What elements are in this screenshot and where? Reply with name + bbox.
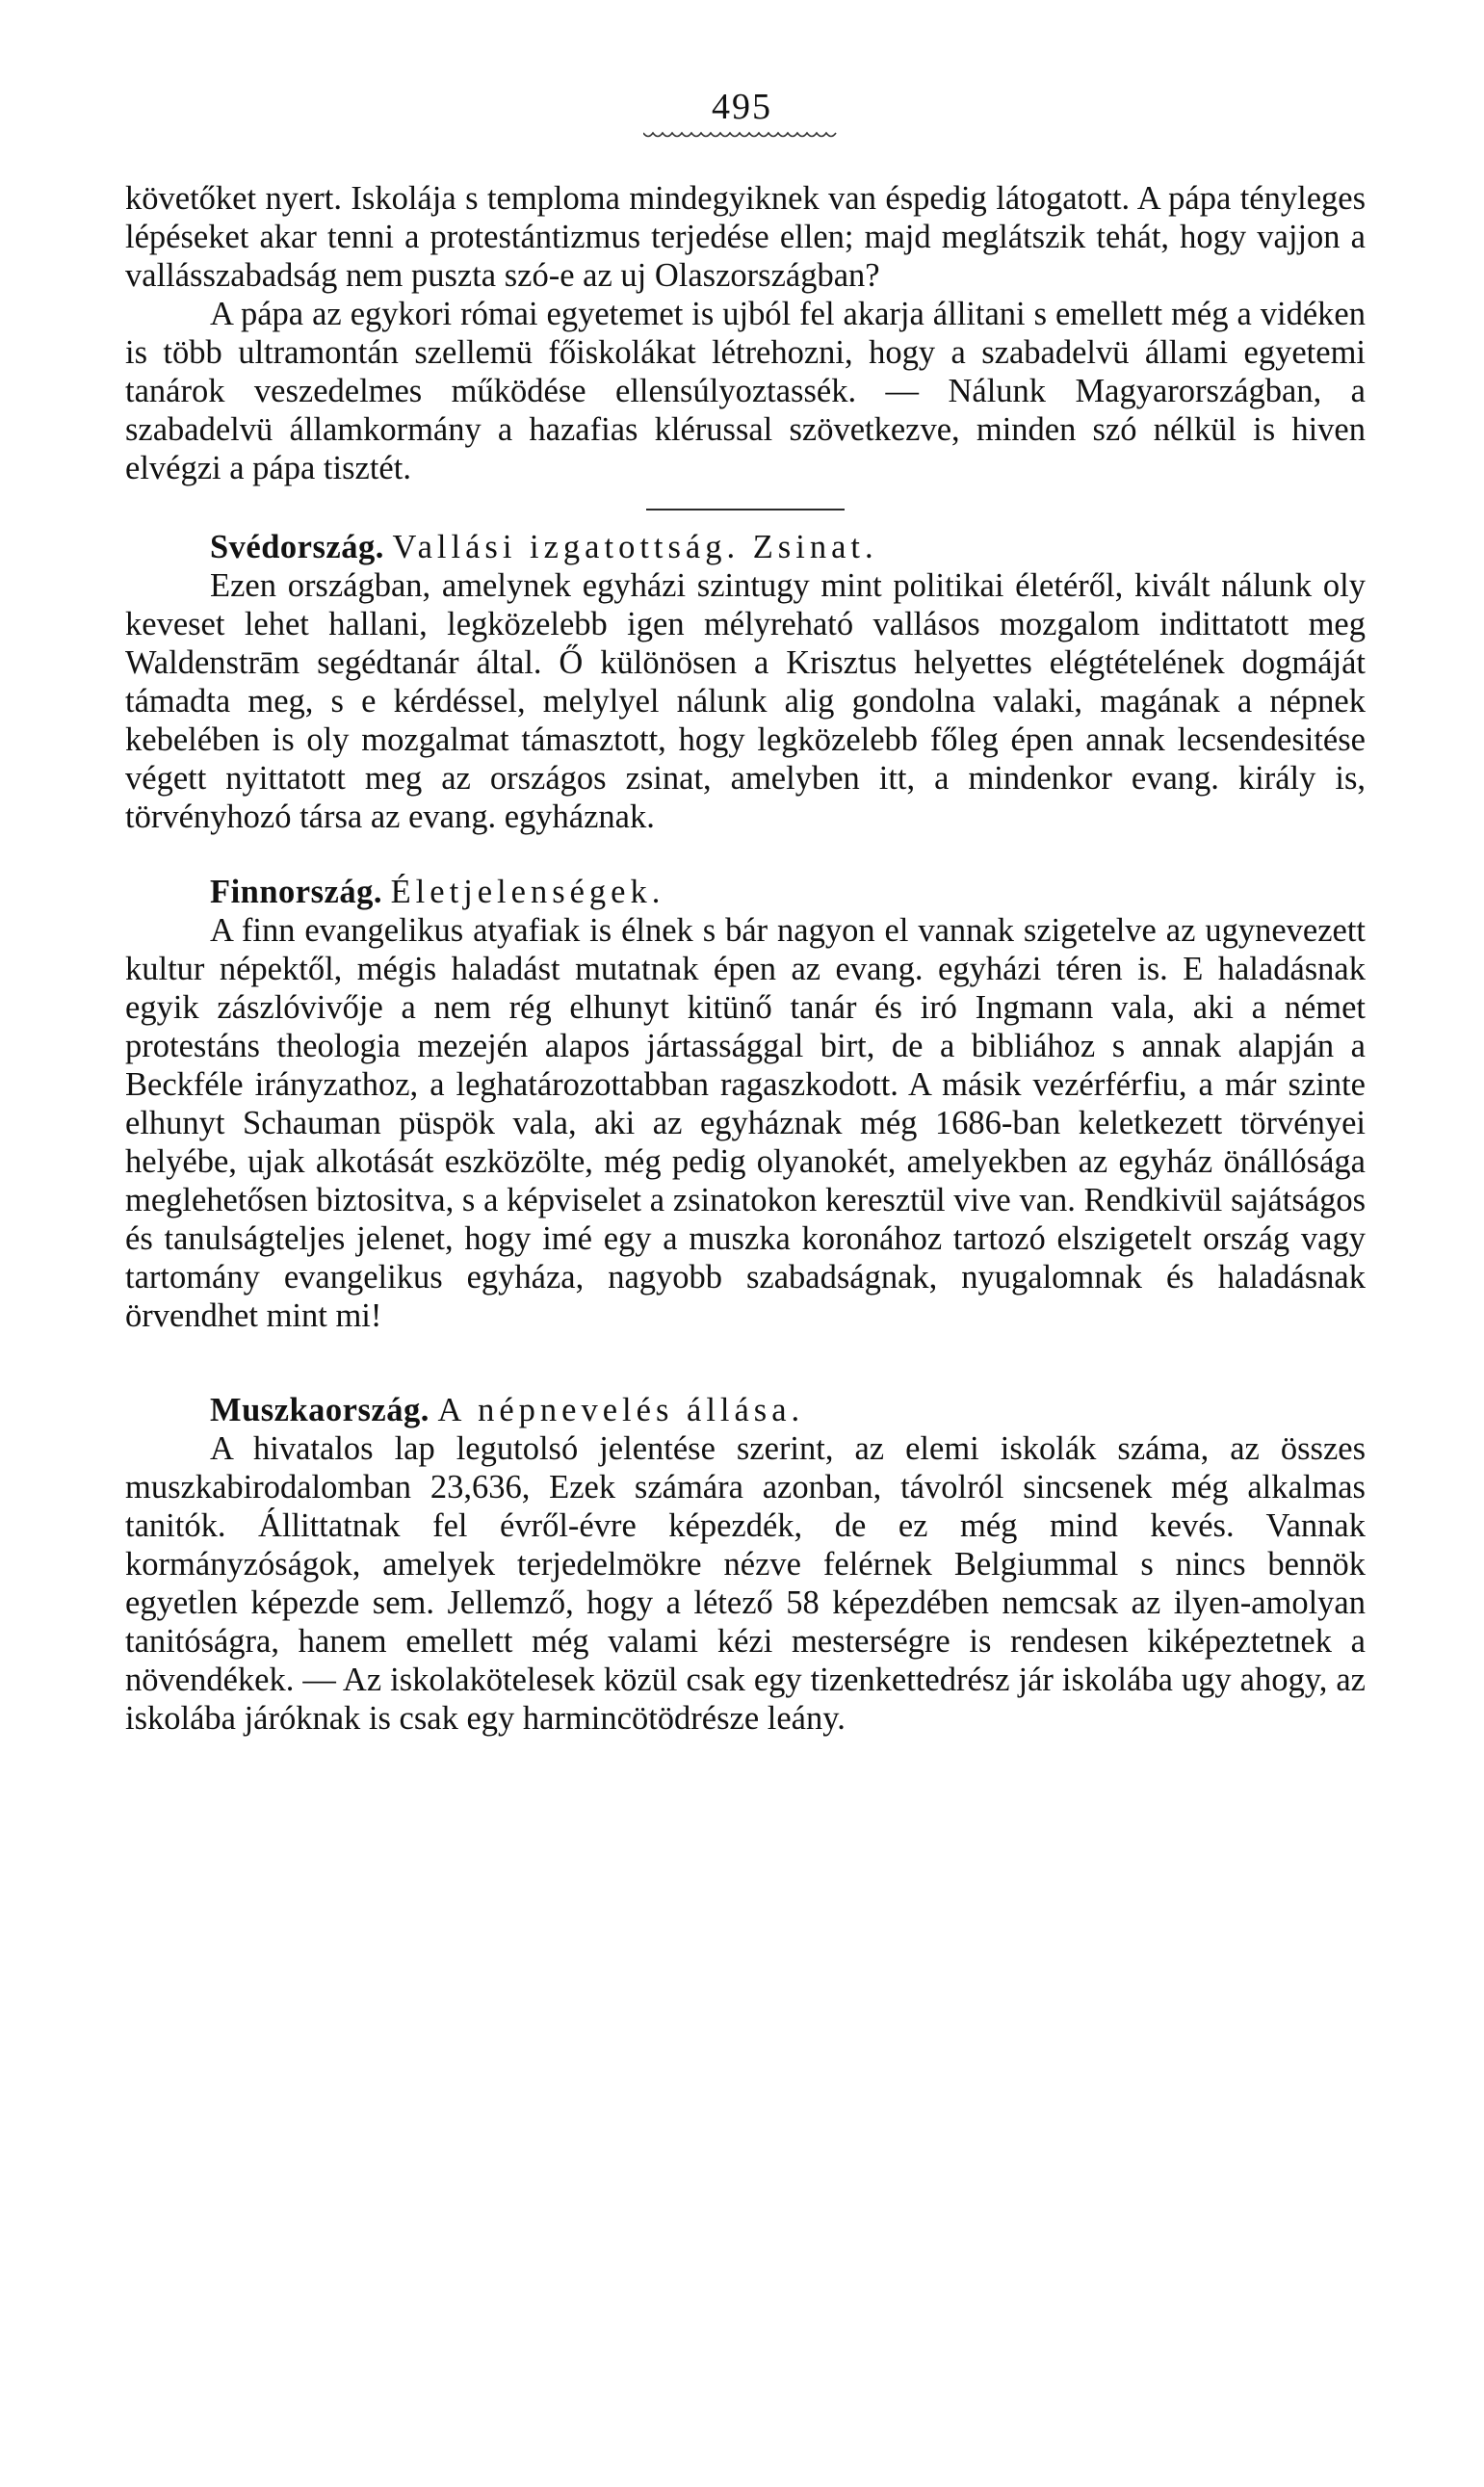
section-heading [125,528,1366,566]
section-country: Svédország. [210,529,384,565]
section-heading [125,1391,1366,1429]
intro-paragraph-2: A pápa az egykori római egyetemet is ujból fel akarja állitani s emellett még a vidéken is több ultramontán szellemü főiskolákat létrehozni, hogy a szabadelvü állami egyetemi tanárok veszedelmes működése ellensúlyoztassék. — Nálunk Magyarországban, a szabadelvü államkormány a hazafias klérussal szövetkezve, minden szó nélkül is hiven elvégzi a pápa tisztét. [125,296,1366,486]
page-number-ornament [643,129,846,143]
page-number: 495 [712,87,772,127]
section-country: Muszkaország. [210,1392,430,1428]
section-topic: Vallási izgatottság. Zsinat. [392,529,878,565]
section-country: Finnország. [210,874,382,910]
section-finland [125,873,1366,1335]
section-spacer [125,1335,1366,1391]
section-sweden [125,528,1366,836]
section-topic: A népnevelés állása. [437,1392,805,1428]
section-russia [125,1391,1366,1738]
intro-paragraph-1: követőket nyert. Iskolája s temploma mindegyiknek van éspedig látogatott. A pápa tényleges lépéseket akar tenni a protestántizmus terjedése ellen; majd meglátszik tehát, hogy vajjon a vallásszabadság nem puszta szó-e az uj Olaszországban? [125,180,1366,294]
section-body: A finn evangelikus atyafiak is élnek s bár nagyon el vannak szigetelve az ugynevezett kultur népektől, mégis haladást mutatnak épen az evang. egyházi téren is. E haladásnak egyik zászlóvivője a nem rég elhunyt kitünő tanár és iró Ingmann vala, aki a német protestáns theologia mezején alapos jártassággal birt, de a bibliához s annak alapján a Beckféle irányzathoz, a leghatározottabban ragaszkodott. A másik vezérférfiu, a már szinte elhunyt Schauman püspök vala, aki az egyháznak még 1686-ban keletkezett törvényei helyébe, ujak alkotását eszközölte, még pedig olyanokét, amelyekben az egyház önállósága meglehetősen biztositva, s a képviselet a zsinatokon keresztül vive van. Rendkivül sajátságos és tanulságteljes jelenet, hogy imé egy a muszka koronához tartozó elszigetelt ország vagy tartomány evangelikus egyháza, nagyobb szabadságnak, nyugalomnak és haladásnak örvendhet mint mi! [125,912,1366,1334]
section-heading [125,873,1366,911]
section-body: A hivatalos lap legutolsó jelentése szerint, az elemi iskolák száma, az összes muszkabirodalomban 23,636, Ezek számára azonban, távolról sincsenek még alkalmas tanitók. Állittatnak fel évről-évre képezdék, de ez még mind kevés. Vannak kormányzóságok, amelyek terjedelmökre nézve felérnek Belgiummal s nincs bennök egyetlen képezde sem. Jellemző, hogy a létező 58 képezdében nemcsak az ilyen-amolyan tanitóságra, hanem emellett még valami kézi mesterségre is rendesen kiképeztetnek a növendékek. — Az iskolakötelesek közül csak egy tizenkettedrész jár iskolába ugy ahogy, az iskolába járóknak is csak egy harmincötödrésze leány. [125,1430,1366,1737]
text-column [125,179,1366,1738]
section-topic: Életjelenségek. [390,874,665,910]
section-body: Ezen országban, amelynek egyházi szintugy mint politikai életéről, kivált nálunk oly keveset lehet hallani, legközelebb igen mélyreható vallásos mozgalom indittatott meg Waldenstrām segédtanár által. Ő különösen a Krisztus helyettes elégtételének dogmáját támadta meg, s e kérdéssel, melylyel nálunk alig gondolna valaki, magának a népnek kebelében is oly mozgalmat támasztott, hogy legközelebb főleg épen annak lecsendesitése végett nyittatott meg az országos zsinat, amelyben itt, a mindenkor evang. király is, törvényhozó társa az evang. egyháznak. [125,567,1366,835]
section-divider [646,509,845,510]
section-spacer [125,836,1366,873]
